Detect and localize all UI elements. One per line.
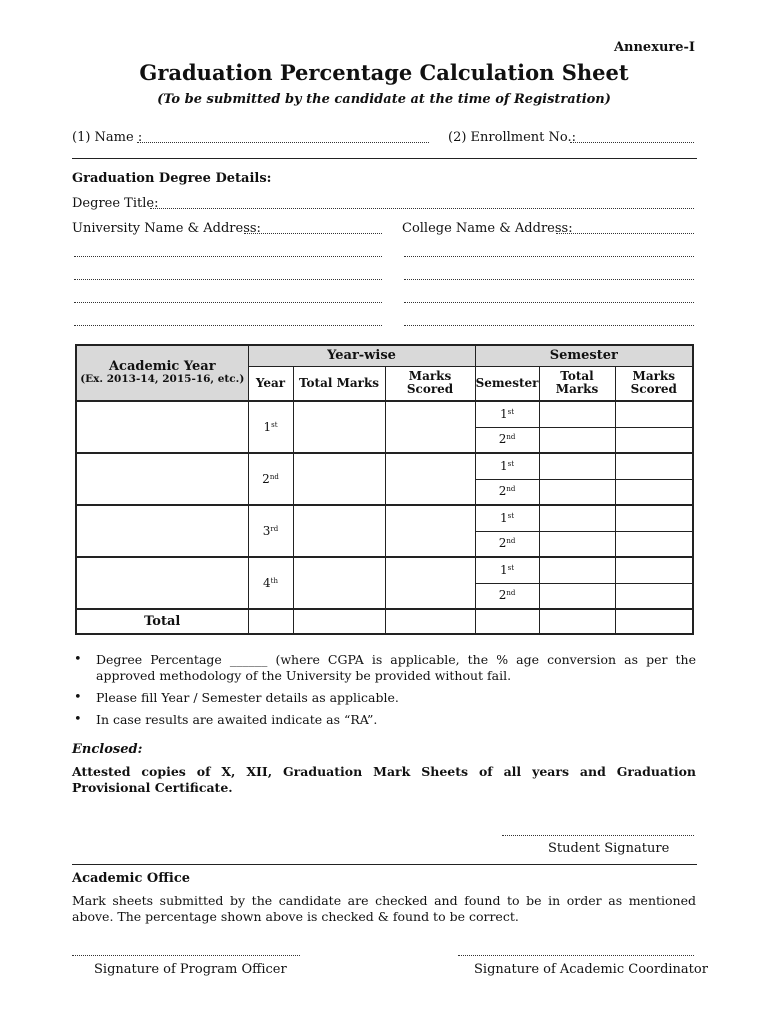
semester-marks-scored-cell[interactable]	[615, 583, 693, 609]
academic-office-heading: Academic Office	[72, 871, 191, 886]
student-signature-line[interactable]	[502, 835, 694, 836]
total-yearwise-marks-scored-cell[interactable]	[385, 609, 475, 634]
page-subtitle: (To be submitted by the candidate at the time of Registration)	[157, 92, 611, 107]
total-year-cell	[248, 609, 293, 634]
year-marks-scored-cell[interactable]	[385, 505, 475, 557]
yearwise-marks-scored-header: Marks Scored	[385, 366, 475, 401]
semester-marks-scored-cell[interactable]	[615, 401, 693, 427]
academic-year-header: Academic Year (Ex. 2013-14, 2015-16, etc.)	[76, 345, 248, 401]
year-total-marks-cell[interactable]	[293, 505, 385, 557]
program-officer-signature-line[interactable]	[72, 955, 300, 956]
academic-year-cell[interactable]	[76, 557, 248, 609]
semester-total-marks-header: Total Marks	[539, 366, 615, 401]
academic-coordinator-signature-line[interactable]	[458, 955, 694, 956]
degree-title-field[interactable]	[150, 208, 694, 209]
college-address-line[interactable]	[404, 279, 694, 280]
year-cell: 4th	[248, 557, 293, 609]
divider	[72, 158, 697, 159]
degree-details-heading: Graduation Degree Details:	[72, 171, 272, 186]
year-marks-scored-cell[interactable]	[385, 557, 475, 609]
year-marks-scored-cell[interactable]	[385, 453, 475, 505]
academic-office-text: Mark sheets submitted by the candidate are checked and found to be in order as mentioned above. The percentage shown above is checked & found to be correct.	[72, 893, 696, 924]
note-results-awaited: • In case results are awaited indicate as “RA”.	[72, 712, 696, 728]
semester-total-marks-cell[interactable]	[539, 505, 615, 531]
name-label: (1) Name :	[72, 130, 143, 145]
semester-col-header: Semester	[475, 366, 539, 401]
note-degree-percentage: • Degree Percentage ______ (where CGPA is applicable, the % age conversion as per the approved methodology of the University be provided without fail.	[72, 652, 696, 684]
divider	[72, 864, 697, 865]
marks-table	[75, 344, 694, 635]
semester-cell: 1st	[475, 557, 539, 583]
academic-coordinator-label: Signature of Academic Coordinator	[474, 962, 708, 977]
total-semester-marks-scored-cell[interactable]	[615, 609, 693, 634]
college-address-line[interactable]	[404, 325, 694, 326]
semester-cell: 2nd	[475, 427, 539, 453]
enrollment-label: (2) Enrollment No.:	[448, 130, 577, 145]
semester-cell: 1st	[475, 401, 539, 427]
program-officer-label: Signature of Program Officer	[94, 962, 287, 977]
table-row	[76, 557, 693, 583]
college-address-line[interactable]	[404, 302, 694, 303]
year-col-header: Year	[248, 366, 293, 401]
year-cell: 2nd	[248, 453, 293, 505]
year-total-marks-cell[interactable]	[293, 557, 385, 609]
college-label: College Name & Address:	[402, 221, 573, 236]
total-semester-cell	[475, 609, 539, 634]
semester-marks-scored-cell[interactable]	[615, 531, 693, 557]
university-address-line[interactable]	[74, 302, 382, 303]
yearwise-total-marks-header: Total Marks	[293, 366, 385, 401]
enclosed-text: Attested copies of X, XII, Graduation Mark Sheets of all years and Graduation Provisional Certificate.	[72, 764, 696, 795]
year-total-marks-cell[interactable]	[293, 453, 385, 505]
total-semester-total-marks-cell[interactable]	[539, 609, 615, 634]
semester-marks-scored-cell[interactable]	[615, 505, 693, 531]
semester-marks-scored-cell[interactable]	[615, 453, 693, 479]
degree-title-label: Degree Title:	[72, 196, 159, 211]
semester-total-marks-cell[interactable]	[539, 453, 615, 479]
university-label: University Name & Address:	[72, 221, 261, 236]
yearwise-header: Year-wise	[248, 345, 475, 366]
semester-total-marks-cell[interactable]	[539, 583, 615, 609]
name-field[interactable]	[137, 142, 429, 143]
semester-cell: 2nd	[475, 583, 539, 609]
semester-marks-scored-header: Marks Scored	[615, 366, 693, 401]
university-field[interactable]	[244, 233, 382, 234]
total-row	[76, 609, 693, 634]
enclosed-label: Enclosed:	[72, 742, 143, 757]
table-row	[76, 505, 693, 531]
semester-marks-scored-cell[interactable]	[615, 479, 693, 505]
university-address-line[interactable]	[74, 279, 382, 280]
semester-cell: 2nd	[475, 531, 539, 557]
table-row	[76, 453, 693, 479]
year-marks-scored-cell[interactable]	[385, 401, 475, 453]
academic-year-cell[interactable]	[76, 453, 248, 505]
semester-cell: 1st	[475, 505, 539, 531]
annexure-label: Annexure-I	[613, 40, 695, 55]
college-field[interactable]	[556, 233, 694, 234]
semester-cell: 2nd	[475, 479, 539, 505]
total-yearwise-total-marks-cell[interactable]	[293, 609, 385, 634]
semester-cell: 1st	[475, 453, 539, 479]
page-title: Graduation Percentage Calculation Sheet	[139, 60, 629, 85]
semester-total-marks-cell[interactable]	[539, 557, 615, 583]
total-label: Total	[76, 609, 248, 634]
table-row	[76, 401, 693, 427]
enrollment-field[interactable]	[570, 142, 694, 143]
year-cell: 1st	[248, 401, 293, 453]
note-fill-details: • Please fill Year / Semester details as applicable.	[72, 690, 696, 706]
university-address-line[interactable]	[74, 256, 382, 257]
semester-total-marks-cell[interactable]	[539, 427, 615, 453]
year-total-marks-cell[interactable]	[293, 401, 385, 453]
semester-marks-scored-cell[interactable]	[615, 427, 693, 453]
semester-total-marks-cell[interactable]	[539, 531, 615, 557]
semester-marks-scored-cell[interactable]	[615, 557, 693, 583]
college-address-line[interactable]	[404, 256, 694, 257]
semester-header: Semester	[475, 345, 693, 366]
academic-year-cell[interactable]	[76, 401, 248, 453]
university-address-line[interactable]	[74, 325, 382, 326]
semester-total-marks-cell[interactable]	[539, 401, 615, 427]
student-signature-label: Student Signature	[548, 841, 670, 856]
academic-year-cell[interactable]	[76, 505, 248, 557]
year-cell: 3rd	[248, 505, 293, 557]
semester-total-marks-cell[interactable]	[539, 479, 615, 505]
notes-list	[72, 652, 696, 734]
